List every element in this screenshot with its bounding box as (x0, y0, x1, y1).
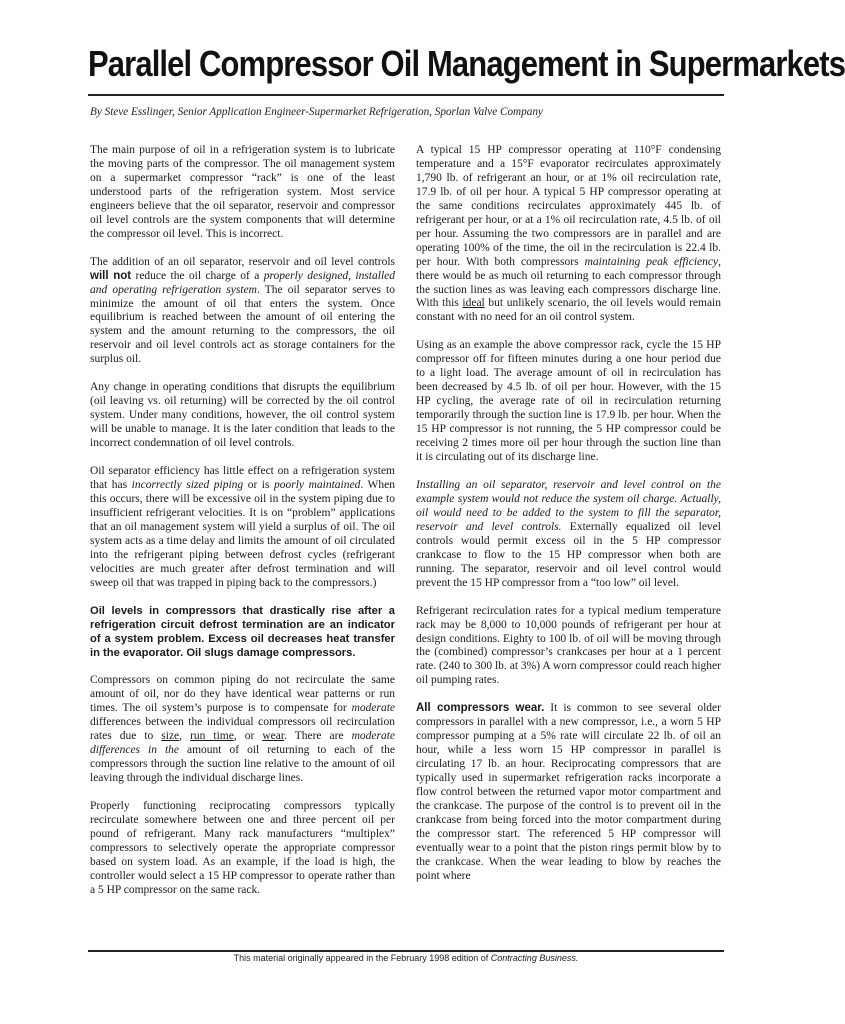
footer-divider (88, 950, 724, 952)
emphasis-italic: properly designed, installed and operating refrigeration system (90, 269, 395, 296)
title-divider (88, 94, 724, 96)
publication-name: Contracting Business. (490, 953, 579, 963)
text-span: A typical 15 HP compressor operating at 110°F condensing temperature and a 15°F evaporator recirculates approximately 1,790 lb. of refrigerant an hour, or at 1% oil recirculation rate, 17.9 lb. of oil per hour. A typical 5 HP compressor operating at the same conditions recirculates approximately 445 lb. of refrigerant per hour, or at a 1% oil recirculation rate, 4.5 lb. of oil per hour. Assuming the two compressors are in parallel and are operating 100% of the time, the oil in the recirculation is 22.4 lb. per hour. With both compressors (416, 144, 721, 268)
text-span: It is common to see several older compressors in parallel with a new compressor, i.e., a worn 5 HP compressor pumping at a 5% rate will circulate 22 lb. of oil an hour, while a less worn 15 HP compressor in parallel is circulating 17 lb. an hour. Reciprocating compressors that are typically used in supermarket refrigeration racks incorporate a flow control between the returned vapor motor compartment and the crankcase. The purpose of the control is to prevent oil in the crankcase from being forced into the motor compartment during the compressor start. The referenced 5 HP compressor will eventually wear to a point that the piston rings permit blow by to the crankcase. When the wear leading to blow by reaches the point where (416, 702, 721, 882)
article-title: Parallel Compressor Oil Management in Supermarkets (88, 43, 845, 84)
footer-text: This material originally appeared in the February 1998 edition of (233, 953, 491, 963)
text-span: amount of oil returning to each of the compressors through the suction line relative to the amount of oil leaving through the individual discharge lines. (90, 744, 395, 785)
text-span: Oil separator efficiency has little effect on a refrigeration system that has (90, 465, 395, 492)
paragraph: Properly functioning reciprocating compressors typically recirculate somewhere between one and three percent oil per pound of refrigerant. Many rack manufacturers “multiplex” compressors to selectively operate the appropriate compressor based on system load. As an example, if the load is high, the controller would select a 15 HP compressor to operate rather than a 5 HP compressor on the same rack. (90, 800, 395, 896)
paragraph: Any change in operating conditions that disrupts the equilibrium (oil leaving vs. oil returning) will be corrected by the oil control system. Under many conditions, however, the oil control system will be unable to manage. It is the later condition that leads to the incorrect condemnation of oil level controls. (90, 381, 395, 450)
text-span: Compressors on common piping do not recirculate the same amount of oil, nor do they have identical wear patterns or run times. The oil system’s purpose is to compensate for (90, 674, 395, 715)
emphasis-bold: All compressors wear. (416, 702, 545, 715)
paragraph (416, 144, 721, 325)
text-span: but unlikely scenario, the oil levels would remain constant with no need for an oil control system. (416, 297, 722, 324)
emphasis-underline: wear (262, 730, 285, 743)
text-span: or is (243, 479, 275, 492)
paragraph (416, 702, 721, 883)
emphasis-italic: poorly maintained (274, 479, 361, 492)
paragraph (416, 479, 721, 591)
paragraph: The main purpose of oil in a refrigeration system is to lubricate the moving parts of the compressor. The oil management system on a supermarket compressor “rack” is one of the least understood parts of the refrigeration system. Most service engineers believe that the oil separator, reservoir and compressor oil level controls are the system components that will determine the compressor oil level. This is incorrect. (90, 144, 395, 240)
emphasis-underline: size (161, 730, 180, 743)
byline: By Steve Esslinger, Senior Application Engineer-Supermarket Refrigeration, Sporlan Valve Company (90, 106, 543, 118)
text-span: , or (233, 730, 263, 743)
left-column (90, 144, 395, 912)
paragraph (90, 465, 395, 591)
emphasis-underline: run time (190, 730, 234, 743)
text-span: , (179, 730, 191, 743)
text-span: . There are (284, 730, 352, 743)
text-span: . The oil separator serves to minimize the amount of oil that enters the system. Once equilibrium is reached between the amount of oil entering the system and the amount returning to the compressors, the oil reservoir and oil level controls act as storage containers for the surplus oil. (90, 283, 396, 366)
emphasis-italic: incorrectly sized piping (131, 479, 244, 492)
text-span: The addition of an oil separator, reservoir and oil level controls (90, 255, 395, 268)
callout-paragraph: Oil levels in compressors that drastically rise after a refrigeration circuit defrost termination are an indicator of a system problem. Excess oil decreases heat transfer in the evaporator. Oil slugs damage compressors. (90, 604, 395, 659)
paragraph: Using as an example the above compressor rack, cycle the 15 HP compressor off for fifteen minutes during a one hour period due to a light load. The average amount of oil in recirculation has been decreased by 4.5 lb. of oil per hour. However, with the 15 HP cycling, the average rate of oil in recirculation returning temporarily through the suction line is 17.9 lb. per hour. When the 15 HP compressor is not running, the 5 HP compressor could be receiving 2 times more oil per hour through the suction line than it is circulating out of its discharge line. (416, 339, 721, 464)
right-column (416, 144, 721, 898)
text-span: , there would be as much oil returning to each compressor through the suction lines as was leaving each compressors discharge line. With this (416, 255, 721, 310)
text-span: . When this occurs, there will be excessive oil in the system piping due to insufficient refrigerant velocities. It is on “problem” applications that an oil management system will yield a surplus of oil. The oil system acts as a time delay and limits the amount of oil circulated into the refrigerant piping between defrost cycles (refrigerant velocities are much greater after defrost termination and will sweep oil that was trapped in piping back to the compressors.) (90, 479, 395, 589)
text-span: Externally equalized oil level controls would permit excess oil in the 5 HP compressor crankcase to flow to the 15 HP compressor when both are running. The separator, reservoir and oil level control would prevent the 15 HP compressor from a “too low” oil level. (416, 520, 721, 589)
emphasis-italic: moderate differences in the (90, 730, 395, 757)
emphasis-italic: moderate (351, 702, 395, 715)
paragraph (90, 256, 395, 368)
emphasis-italic: Installing an oil separator, reservoir and level control on the example system would not reduce the system oil charge. Actually, oil would need to be added to the system to fill the separator, reservoir and level controls. (416, 478, 721, 533)
emphasis-underline: ideal (462, 297, 485, 310)
text-span: differences between the individual compressors oil recirculation rates due to (90, 716, 395, 743)
footer-note (88, 953, 724, 963)
emphasis-italic: maintaining peak efficiency (584, 255, 719, 268)
emphasis-bold: will not (90, 269, 132, 282)
text-span: reduce the oil charge of a (131, 269, 264, 282)
paragraph (90, 674, 395, 786)
paragraph: Refrigerant recirculation rates for a typical medium temperature rack may be 8,000 to 10,000 pounds of refrigerant per hour at design conditions. Eighty to 100 lb. of oil will be moving through the (combined) compressor’s crankcases per hour at a 1 percent rate. (240 to 300 lb. at 3%) A worn compressor could reach higher oil pumping rates. (416, 604, 721, 687)
